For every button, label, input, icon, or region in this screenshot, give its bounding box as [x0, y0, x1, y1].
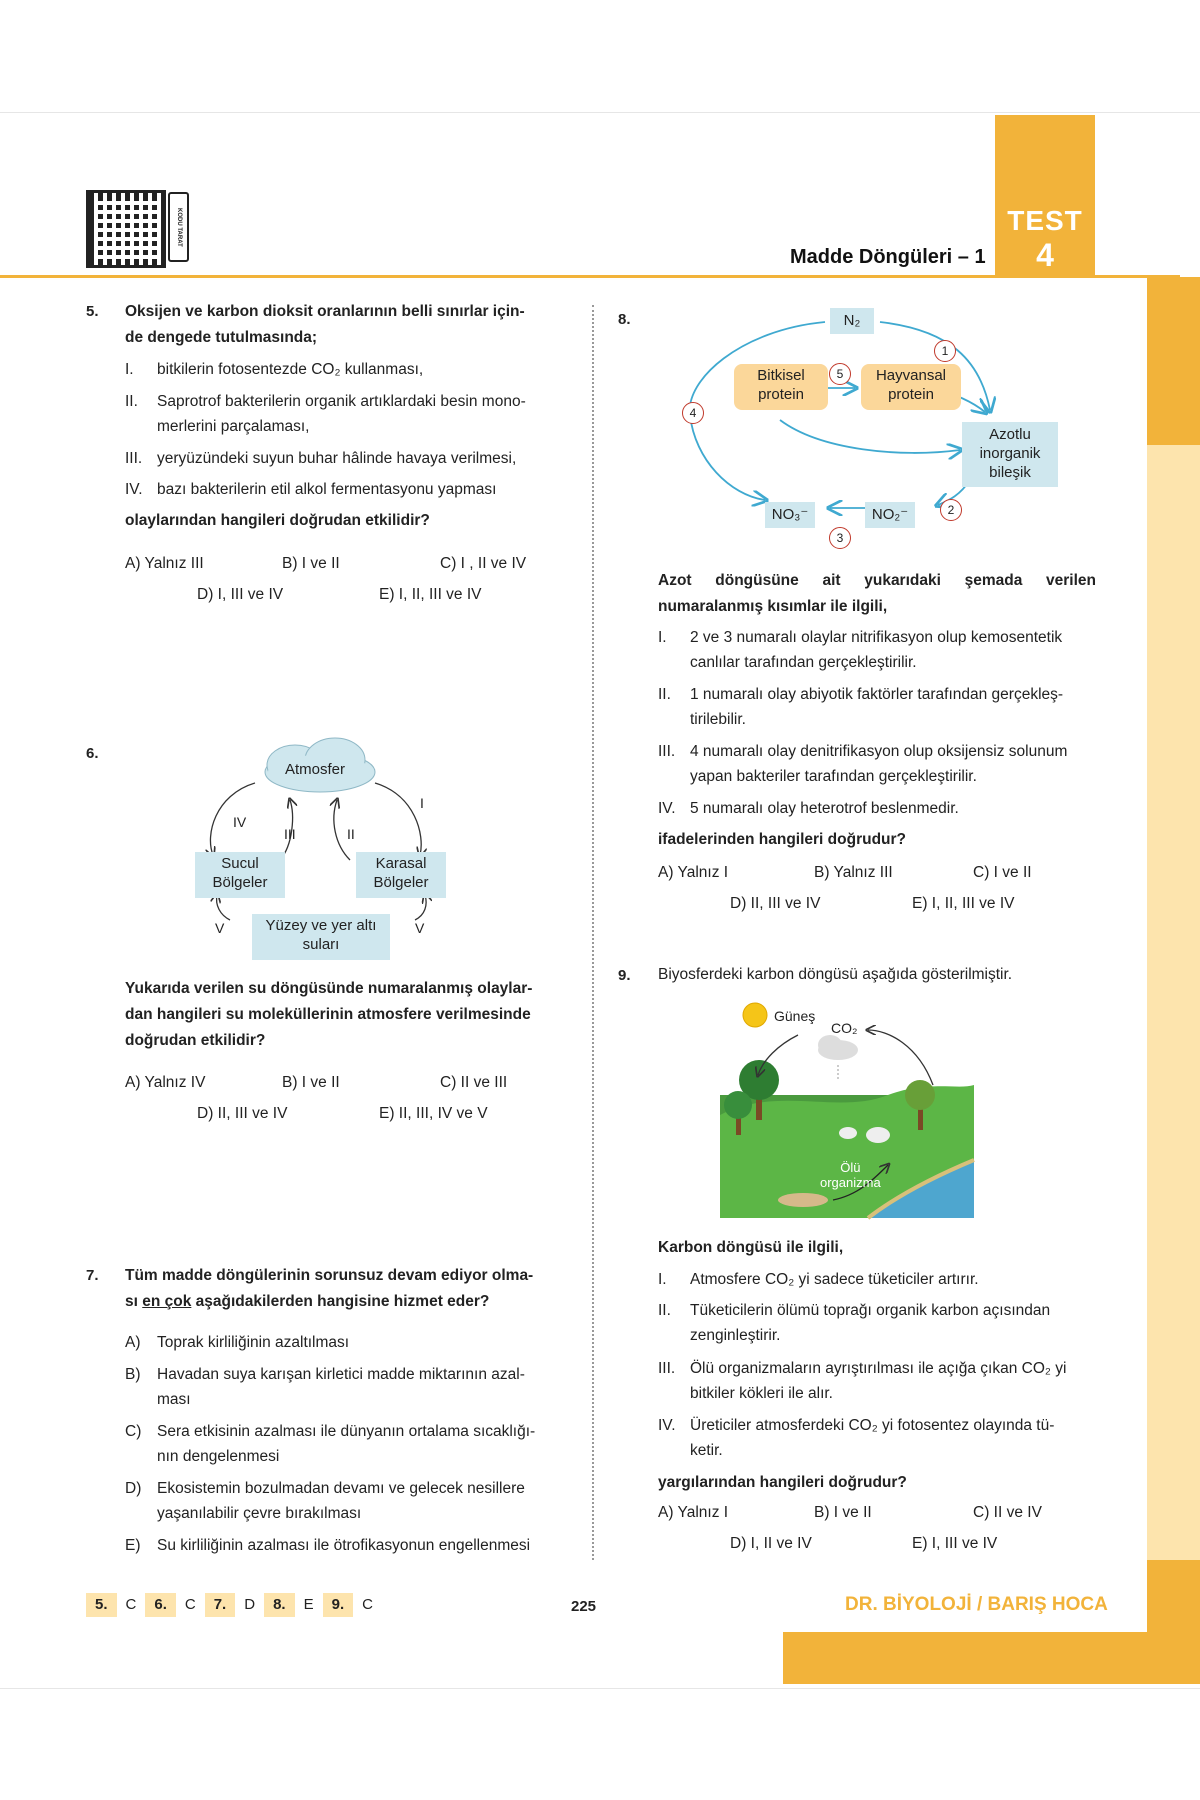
- q5-number: 5.: [86, 303, 99, 320]
- test-label: TEST: [1007, 205, 1083, 236]
- q5-option-c[interactable]: C) I , II ve IV: [440, 555, 527, 572]
- q9-item-1: I. Atmosfere CO₂ yi sadece tüketiciler artırır.: [658, 1271, 979, 1288]
- q8-number: 8.: [618, 311, 631, 328]
- q9-number: 9.: [618, 967, 631, 984]
- q9-item-3: III. Ölü organizmaların ayrıştırılması ile açığa çıkan CO₂ yi bitkiler kökleri ile alır.: [658, 1360, 1067, 1402]
- cloud-co2-icon: [818, 1035, 858, 1060]
- brand-logo-text: DR. BİYOLOJİ / BARIŞ HOCA: [845, 1594, 1108, 1615]
- atmosfer-label: Atmosfer: [285, 761, 346, 778]
- circle-3: 3: [829, 527, 851, 549]
- q9-option-d[interactable]: D) I, II ve IV: [730, 1535, 812, 1552]
- q7-stem-2: sı en çok aşağıdakilerden hangisine hizmet eder?: [125, 1293, 490, 1310]
- karasal-box: Karasal Bölgeler: [356, 852, 446, 898]
- q5-stem-1: Oksijen ve karbon dioksit oranlarının belli sınırlar için-: [125, 303, 525, 320]
- q8-option-b[interactable]: B) Yalnız III: [814, 864, 893, 881]
- q7-option-d[interactable]: D) Ekosistemin bozulmadan devamı ve gelecek nesillere yaşanılabilir çevre bırakılması: [125, 1480, 525, 1522]
- q5-item-3: III. yeryüzündeki suyun buhar hâlinde havaya verilmesi,: [125, 450, 517, 467]
- q8-option-a[interactable]: A) Yalnız I: [658, 864, 729, 881]
- q8-question: ifadelerinden hangileri doğrudur?: [658, 831, 907, 848]
- q5-item-4: IV. bazı bakterilerin etil alkol fermentasyonu yapması: [125, 481, 497, 498]
- q9-question: yargılarından hangileri doğrudur?: [658, 1474, 907, 1491]
- circle-5: 5: [829, 363, 851, 385]
- q6-number: 6.: [86, 745, 99, 762]
- q6-stem-1: Yukarıda verilen su döngüsünde numaralanmış olaylar-: [125, 980, 533, 997]
- page-number: 225: [571, 1598, 597, 1615]
- q5-stem-2: de dengede tutulmasında;: [125, 329, 318, 346]
- q5-item-1: I. bitkilerin fotosentezde CO₂ kullanması,: [125, 361, 424, 378]
- q9-option-e[interactable]: E) I, III ve IV: [912, 1535, 998, 1552]
- co2-label: CO₂: [831, 1020, 858, 1036]
- dead-organism-icon: [778, 1193, 828, 1207]
- q5-item-2: II. Saprotrof bakterilerin organik artıklardaki besin mono-: [125, 393, 526, 410]
- q7-option-b[interactable]: B) Havadan suya karışan kirletici madde miktarının azal- ması: [125, 1366, 525, 1408]
- yuzey-box: Yüzey ve yer altı suları: [252, 914, 390, 960]
- q5-option-d[interactable]: D) I, III ve IV: [197, 586, 284, 603]
- circle-4: 4: [682, 402, 704, 424]
- q9-option-a[interactable]: A) Yalnız I: [658, 1504, 729, 1521]
- q8-item-3: III. 4 numaralı olay denitrifikasyon olup oksijensiz solunum yapan bakteriler tarafından gerçekleştirilir.: [658, 743, 1068, 785]
- q5-option-e[interactable]: E) I, II, III ve IV: [379, 586, 482, 603]
- q7-option-a[interactable]: A) Toprak kirliliğinin azaltılması: [125, 1334, 350, 1351]
- q8-stem-2: numaralanmış kısımlar ile ilgili,: [658, 598, 888, 615]
- q6-option-b[interactable]: B) I ve II: [282, 1074, 340, 1091]
- q7-option-e[interactable]: E) Su kirliliğinin azalması ile ötrofikasyonun engellenmesi: [125, 1537, 531, 1554]
- q6-option-a[interactable]: A) Yalnız IV: [125, 1074, 206, 1091]
- q8-item-1: I. 2 ve 3 numaralı olaylar nitrifikasyon olup kemosentetik canlılar tarafından gerçekleştirilir.: [658, 629, 1063, 671]
- q9-lead: Karbon döngüsü ile ilgili,: [658, 1239, 844, 1256]
- qr-code[interactable]: [86, 190, 166, 268]
- arrow-label-ii: II: [347, 826, 355, 842]
- q7-option-c[interactable]: C) Sera etkisinin azalması ile dünyanın ortalama sıcaklığı- nın dengelenmesi: [125, 1423, 536, 1465]
- arrow-label-iii: III: [284, 826, 296, 842]
- bitkisel-protein-box: Bitkisel protein: [734, 364, 828, 410]
- sun-icon: [743, 1003, 767, 1027]
- arrow-label-v-left: V: [215, 920, 225, 936]
- no3-box: NO₃⁻: [765, 502, 815, 528]
- footer-bar: [783, 1632, 1200, 1684]
- q8-option-d[interactable]: D) II, III ve IV: [730, 895, 821, 912]
- circle-2: 2: [940, 499, 962, 521]
- q9-option-c[interactable]: C) II ve IV: [973, 1504, 1042, 1521]
- arrow-label-v-right: V: [415, 920, 425, 936]
- q7-stem-1: Tüm madde döngülerinin sorunsuz devam ediyor olma-: [125, 1267, 534, 1284]
- olu-organizma-label: Ölü organizma: [820, 1160, 881, 1190]
- side-strip: [1147, 277, 1200, 1632]
- header-divider: [0, 275, 1180, 278]
- q9-option-b[interactable]: B) I ve II: [814, 1504, 872, 1521]
- azotlu-inorganik-box: Azotlu inorganik bileşik: [962, 422, 1058, 487]
- test-number: 4: [1036, 237, 1054, 273]
- hayvansal-protein-box: Hayvansal protein: [861, 364, 961, 410]
- q8-stem-1: Azot döngüsüne ait yukarıdaki şemada verilen: [658, 572, 1096, 589]
- q9-item-2: II. Tüketicilerin ölümü toprağı organik karbon açısından zenginleştirir.: [658, 1302, 1051, 1344]
- qr-scan-tag: KODU TARAT: [168, 192, 189, 262]
- column-divider: [592, 305, 594, 1560]
- q5-option-b[interactable]: B) I ve II: [282, 555, 340, 572]
- q6-option-d[interactable]: D) II, III ve IV: [197, 1105, 288, 1122]
- arrow-label-i: I: [420, 795, 424, 811]
- q8-item-2: II. 1 numaralı olay abiyotik faktörler tarafından gerçekleş- tirilebilir.: [658, 686, 1064, 728]
- q7-number: 7.: [86, 1267, 99, 1284]
- arrow-label-iv: IV: [233, 814, 247, 830]
- no2-box: NO₂⁻: [865, 502, 915, 528]
- gunes-label: Güneş: [774, 1008, 816, 1024]
- answer-key: 5. C 6. C 7. D 8. E 9. C: [86, 1593, 382, 1617]
- q9-stem: Biyosferdeki karbon döngüsü aşağıda gösterilmiştir.: [658, 966, 1013, 983]
- page-title: Madde Döngüleri – 1: [790, 246, 986, 268]
- q5-question: olaylarından hangileri doğrudan etkilidir?: [125, 512, 430, 529]
- q8-option-e[interactable]: E) I, II, III ve IV: [912, 895, 1015, 912]
- q6-stem-2: dan hangileri su moleküllerinin atmosfere verilmesinde: [125, 1006, 531, 1023]
- circle-1: 1: [934, 340, 956, 362]
- q8-item-4: IV. 5 numaralı olay heterotrof beslenmedir.: [658, 800, 959, 817]
- q8-option-c[interactable]: C) I ve II: [973, 864, 1032, 881]
- q6-stem-3: doğrudan etkilidir?: [125, 1032, 266, 1049]
- sucul-box: Sucul Bölgeler: [195, 852, 285, 898]
- q5-item-2b: merlerini parçalaması,: [157, 418, 310, 435]
- q6-option-e[interactable]: E) II, III, IV ve V: [379, 1105, 488, 1122]
- n2-box: N₂: [830, 308, 874, 334]
- q6-option-c[interactable]: C) II ve III: [440, 1074, 508, 1091]
- test-badge: [995, 115, 1095, 277]
- q9-item-4: IV. Üreticiler atmosferdeki CO₂ yi fotosentez olayında tü- ketir.: [658, 1417, 1055, 1459]
- q5-option-a[interactable]: A) Yalnız III: [125, 555, 204, 572]
